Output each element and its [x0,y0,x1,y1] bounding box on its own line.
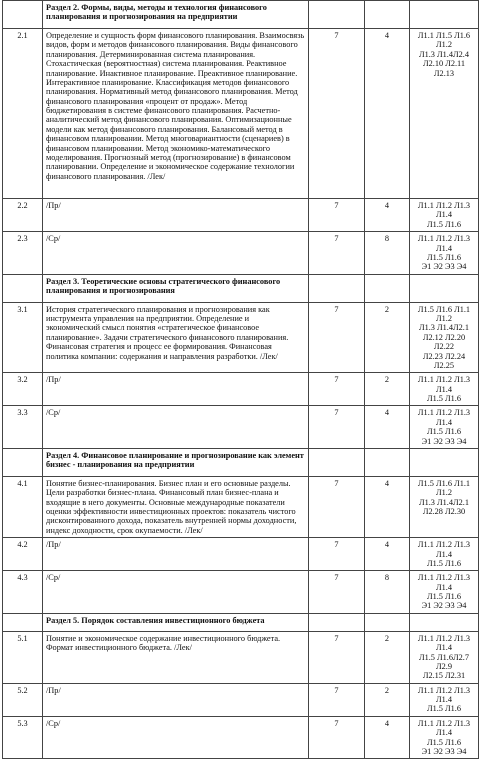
literature-reference: Л2.23 Л2.24 Л2.25 [422,351,466,370]
literature-reference: Л1.5 Л1.6 Л1.1 Л1.2 [417,304,471,323]
lesson-number: 4.2 [3,538,43,571]
semester-cell: 7 [309,199,365,232]
literature-reference: Л1.1 Л1.5 Л1.6 Л1.2 [417,31,471,50]
literature-cell [410,232,479,275]
literature-cell [410,406,479,449]
lesson-topic: /Ср/ [43,232,309,275]
literature-reference: Л1.3 Л1.4Л2.1 [418,323,470,333]
literature-reference: Л1.1 Л1.2 Л1.3 Л1.4 [417,234,471,253]
literature-reference: Л1.5 Л1.6 [426,737,462,747]
section-title: Раздел 4. Финансовое планирование и прогнозирование как элемент бизнес - планирования на предприятии [43,448,309,476]
table-row [3,538,479,571]
literature-cell [410,29,479,199]
literature-cell [410,373,479,406]
curriculum-table [2,0,479,759]
literature-reference: Э1 Э2 Э3 Э4 [421,436,467,446]
lesson-number [3,274,43,302]
lesson-topic: Определение и сущность форм финансового планирования. Взаимосвязь видов, форм и методов финансового планирования. Виды финансового планирования. Детерминированная система планирования. Стохастическая (вероятностная) система планирования. Реактивное планирование. Инактивное планирование. Преактивное планирование. Интерактивное планирование. Классификация методов финансового планирования. Нормативный метод финансового планирования. Метод финансового планирования «процент от продаж». Метод бюджетирования в системе финансового планирования. Расчетно-аналитический метод финансового планирования. Оптимизационные модели как метод финансового планирования. Балансовый метод в финансовом планировании. Метод многовариантности (сценариев) в финансовом планировании. Метод экономико-математического моделирования. Прогнозный метод (прогнозирование) в финансовом планировании. Определение и экономическое содержание технологии финансового планирования. /Лек/ [43,29,309,199]
lesson-topic: /Пр/ [43,683,309,716]
table-row [3,631,479,683]
literature-reference: Л2.28 Л2.30 [422,507,466,516]
hours-cell: 4 [365,476,410,537]
literature-reference: Л1.5 Л1.6 [426,219,462,229]
lesson-topic: /Пр/ [43,373,309,406]
semester-cell [309,1,365,29]
lesson-number: 5.3 [3,716,43,759]
literature-reference: Л1.5 Л1.6 [426,558,462,568]
lesson-topic: Понятие и экономическое содержание инвестиционного бюджета. Формат инвестиционного бюджета. /Лек/ [43,631,309,683]
lesson-topic: /Ср/ [43,406,309,449]
hours-cell: 8 [365,571,410,614]
literature-reference: Л1.5 Л1.6 Л1.1 Л1.2 [417,478,471,498]
literature-cell [410,613,479,631]
hours-cell: 8 [365,232,410,275]
semester-cell: 7 [309,29,365,199]
hours-cell [365,448,410,476]
semester-cell: 7 [309,631,365,683]
literature-reference: Л1.1 Л1.2 Л1.3 Л1.4 [417,573,471,592]
literature-reference: Л1.5 Л1.6 [426,394,462,403]
hours-cell: 4 [365,538,410,571]
lesson-number: 4.3 [3,571,43,614]
lesson-number: 2.1 [3,29,43,199]
literature-reference: Л1.5 Л1.6Л2.7 Л2.9 [418,652,470,671]
semester-cell: 7 [309,302,365,373]
lesson-topic: /Ср/ [43,716,309,759]
literature-reference: Л1.3 Л1.4Л2.4 [418,49,470,59]
semester-cell: 7 [309,476,365,537]
hours-cell: 2 [365,683,410,716]
literature-reference: Л1.5 Л1.6 [426,704,462,714]
literature-cell [410,538,479,571]
semester-cell: 7 [309,373,365,406]
lesson-topic: /Пр/ [43,199,309,232]
hours-cell [365,274,410,302]
lesson-number: 5.1 [3,631,43,683]
hours-cell: 4 [365,406,410,449]
literature-reference: Л1.1 Л1.2 Л1.3 Л1.4 [417,540,471,559]
literature-cell [410,302,479,373]
table-row [3,571,479,614]
literature-reference: Л1.1 Л1.2 Л1.3 Л1.4 [417,685,471,704]
literature-reference: Э1 Э2 Э3 Э4 [421,262,467,272]
section-title: Раздел 5. Порядок составления инвестиционного бюджета [43,613,309,631]
section-title: Раздел 2. Формы, виды, методы и технология финансового планирования и прогнозирования на предприятии [43,1,309,29]
semester-cell [309,448,365,476]
lesson-number: 3.2 [3,373,43,406]
hours-cell: 2 [365,302,410,373]
lesson-number [3,1,43,29]
table-row [3,406,479,449]
literature-cell [410,199,479,232]
literature-cell [410,631,479,683]
literature-reference: Л1.1 Л1.2 Л1.3 Л1.4 [417,633,471,653]
semester-cell: 7 [309,406,365,449]
literature-cell [410,274,479,302]
lesson-topic: Понятие бизнес-планирования. Бизнес план и его основные разделы. Цели разработки бизнес-плана. Финансовый план бизнес-плана и входящие в него документы. Основные международные показатели оценки эффективности инвестиционных проектов: показатель чистого дисконтированного дохода, показатель внутренней нормы доходности, индекс доходности, срок окупаемости. /Лек/ [43,476,309,537]
literature-reference: Л2.12 Л2.20 Л2.22 [422,332,466,352]
hours-cell [365,1,410,29]
table-row [3,302,479,373]
literature-reference: Л1.3 Л1.4Л2.1 [418,497,470,507]
semester-cell [309,274,365,302]
lesson-number: 3.1 [3,302,43,373]
table-row [3,683,479,716]
literature-reference: Л1.1 Л1.2 Л1.3 Л1.4 [417,375,471,394]
section-row [3,613,479,631]
literature-reference: Л1.5 Л1.6 [426,252,462,262]
hours-cell: 2 [365,373,410,406]
literature-cell [410,716,479,759]
lesson-number [3,613,43,631]
literature-cell [410,1,479,29]
hours-cell: 2 [365,631,410,683]
hours-cell [365,613,410,631]
semester-cell: 7 [309,232,365,275]
table-row [3,716,479,759]
lesson-topic: История стратегического планирования и прогнозирования как инструмента управления на предприятии. Определение и экономический смысл понятия «стратегическое финансовое планирование». Задачи стратегического финансового планирования. Финансовая стратегия и процесс ее формирования. Финансовая политика компании: содержания и направления разработки. /Лек/ [43,302,309,373]
table-row [3,476,479,537]
literature-reference: Л1.5 Л1.6 [426,592,462,601]
curriculum-table-body [3,1,479,759]
literature-reference: Э1 Э2 Э3 Э4 [421,746,467,756]
section-row [3,448,479,476]
section-row [3,274,479,302]
literature-cell [410,476,479,537]
lesson-number: 2.2 [3,199,43,232]
lesson-number: 2.3 [3,232,43,275]
literature-reference: Л2.15 Л2.31 [422,671,466,681]
table-row [3,199,479,232]
semester-cell: 7 [309,716,365,759]
semester-cell: 7 [309,571,365,614]
section-row [3,1,479,29]
literature-reference: Л1.5 Л1.6 [426,427,462,437]
table-row [3,373,479,406]
literature-reference: Л1.1 Л1.2 Л1.3 Л1.4 [417,408,471,427]
semester-cell [309,613,365,631]
lesson-number: 4.1 [3,476,43,537]
table-row [3,232,479,275]
section-title: Раздел 3. Теоретические основы стратегического финансового планирования и прогнозирования [43,274,309,302]
semester-cell: 7 [309,683,365,716]
literature-cell [410,683,479,716]
literature-cell [410,448,479,476]
hours-cell: 4 [365,29,410,199]
lesson-number [3,448,43,476]
literature-reference: Э1 Э2 Э3 Э4 [421,601,467,611]
semester-cell: 7 [309,538,365,571]
literature-cell [410,571,479,614]
lesson-number: 3.3 [3,406,43,449]
lesson-number: 5.2 [3,683,43,716]
table-row [3,29,479,199]
literature-reference: Л1.1 Л1.2 Л1.3 Л1.4 [417,718,471,738]
lesson-topic: /Пр/ [43,538,309,571]
literature-reference: Л1.1 Л1.2 Л1.3 Л1.4 [417,201,471,220]
hours-cell: 4 [365,199,410,232]
lesson-topic: /Ср/ [43,571,309,614]
hours-cell: 4 [365,716,410,759]
literature-reference: Л2.10 Л2.11 Л2.13 [422,59,466,78]
